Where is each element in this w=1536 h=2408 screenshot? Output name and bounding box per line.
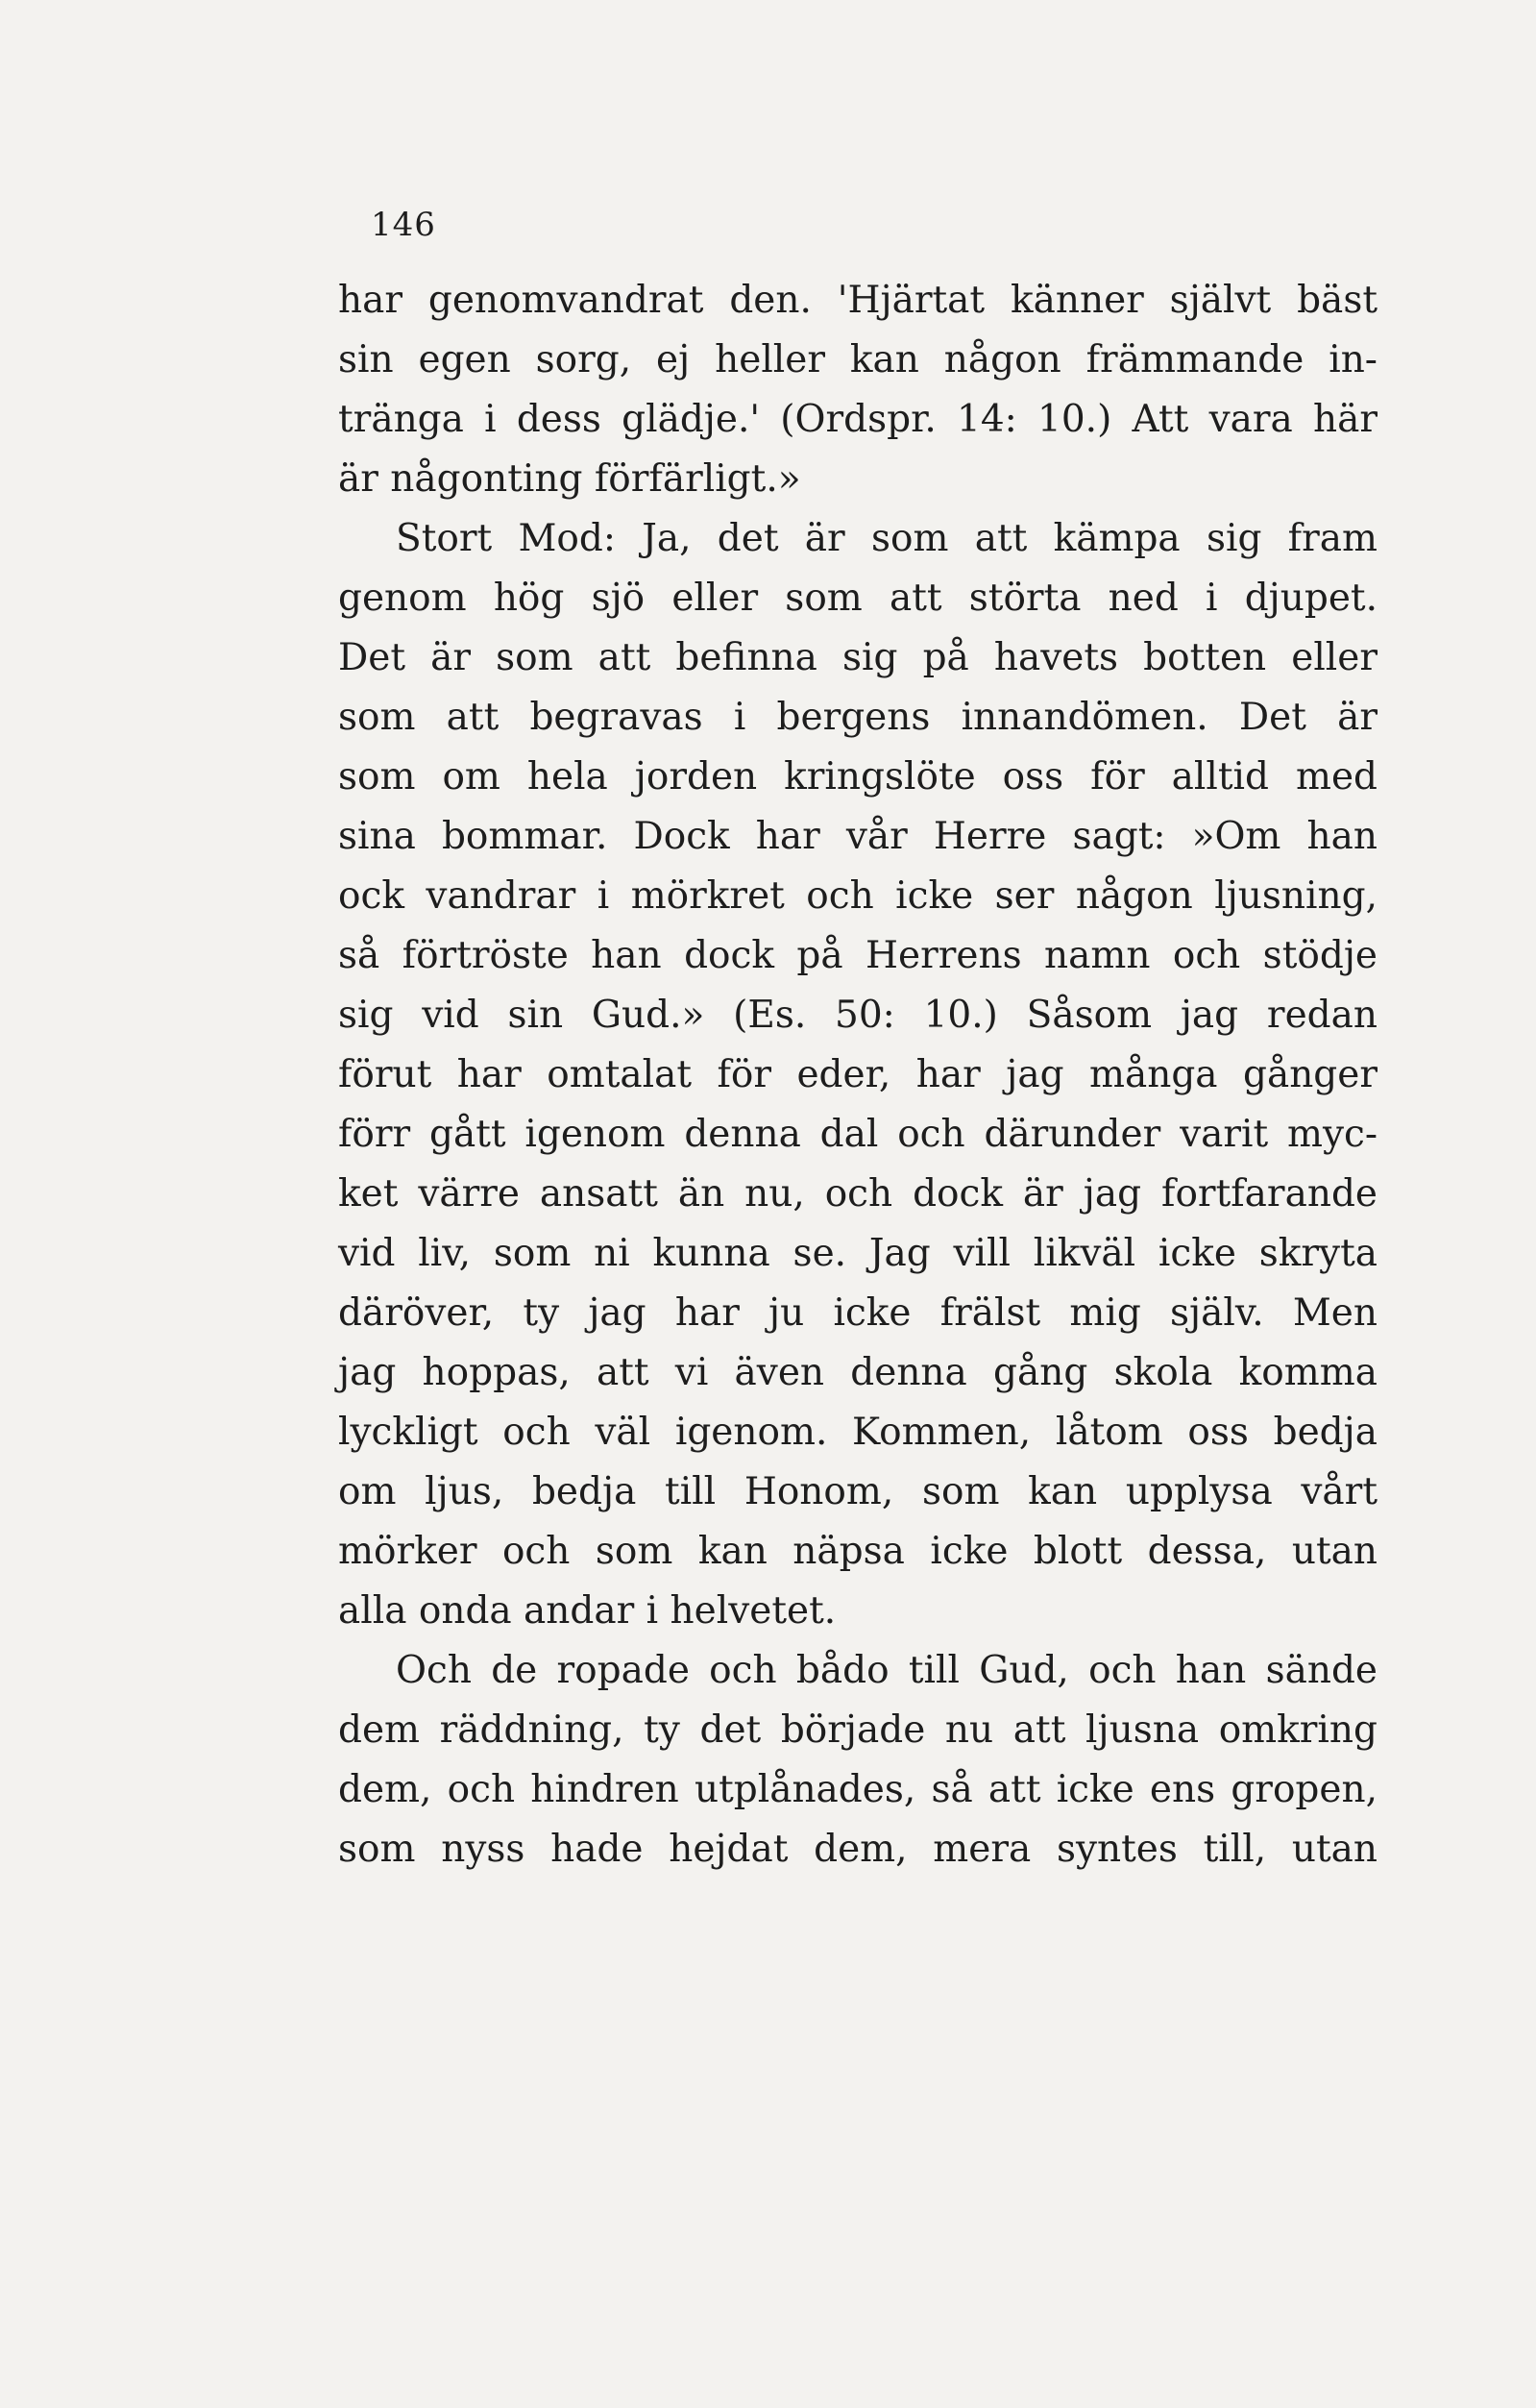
text-line: lyckligt och väl igenom. Kommen, låtom oss bedja: [338, 1411, 1378, 1454]
text-line: som om hela jorden kringslöte oss för alltid med: [338, 755, 1378, 799]
text-line: är någonting förfärligt.»: [338, 457, 801, 501]
text-line: Det är som att befinna sig på havets botten eller: [338, 636, 1378, 679]
text-line: ock vandrar i mörkret och icke ser någon ljusning,: [338, 874, 1378, 918]
text-line: mörker och som kan näpsa icke blott dessa, utan: [338, 1530, 1378, 1573]
text-line: om ljus, bedja till Honom, som kan upplysa vårt: [338, 1470, 1378, 1513]
text-line: Stort Mod: Ja, det är som att kämpa sig fram: [396, 517, 1378, 560]
text-line: Och de ropade och bådo till Gud, och han sände: [396, 1649, 1378, 1692]
text-line: förr gått igenom denna dal och därunder varit myc-: [338, 1113, 1378, 1156]
text-line: genom hög sjö eller som att störta ned i djupet.: [338, 577, 1378, 620]
text-line: så förtröste han dock på Herrens namn och stödje: [338, 934, 1378, 977]
text-line: alla onda andar i helvetet.: [338, 1589, 837, 1633]
text-line: sin egen sorg, ej heller kan någon främmande in-: [338, 338, 1378, 381]
text-line: dem räddning, ty det började nu att ljusna omkring: [338, 1708, 1378, 1752]
text-line: förut har omtalat för eder, har jag många gånger: [338, 1053, 1378, 1096]
text-line: dem, och hindren utplånades, så att icke ens gropen,: [338, 1768, 1378, 1811]
text-line: sina bommar. Dock har vår Herre sagt: »Om han: [338, 815, 1378, 858]
text-line: som nyss hade hejdat dem, mera syntes till, utan: [338, 1828, 1378, 1871]
text-line: vid liv, som ni kunna se. Jag vill likväl icke skryta: [338, 1232, 1378, 1275]
page-number: 146: [371, 206, 436, 244]
text-line: tränga i dess glädje.' (Ordspr. 14: 10.) Att vara här: [338, 398, 1378, 441]
text-line: däröver, ty jag har ju icke frälst mig själv. Men: [338, 1291, 1378, 1335]
text-line: har genomvandrat den. 'Hjärtat känner självt bäst: [338, 279, 1378, 322]
text-line: jag hoppas, att vi även denna gång skola komma: [338, 1351, 1378, 1394]
text-line: som att begravas i bergens innandömen. Det är: [338, 696, 1378, 739]
text-line: sig vid sin Gud.» (Es. 50: 10.) Såsom jag redan: [338, 994, 1378, 1037]
text-line: ket värre ansatt än nu, och dock är jag fortfarande: [338, 1172, 1378, 1216]
